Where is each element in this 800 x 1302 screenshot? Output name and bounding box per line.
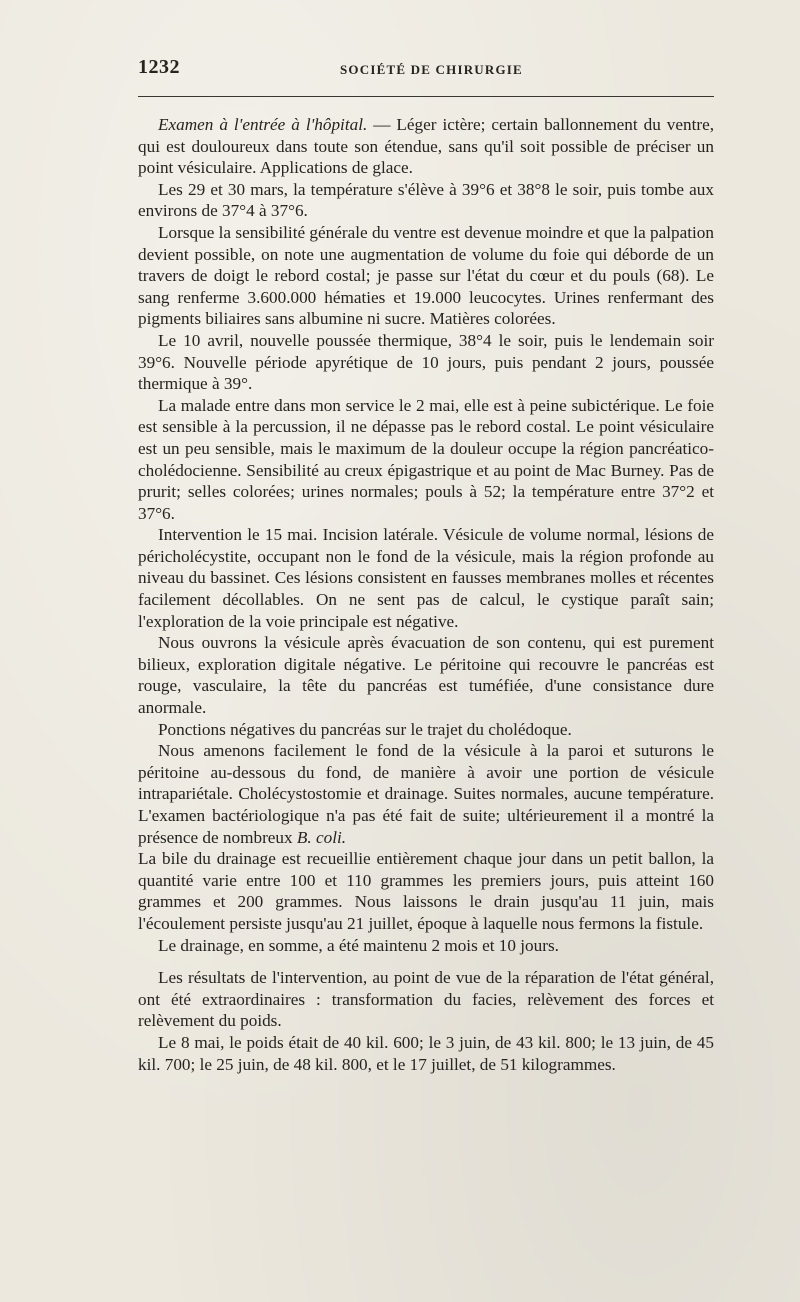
- paragraph: [138, 114, 714, 179]
- paragraph-italic-tail: B. coli.: [296, 827, 347, 847]
- paragraph-text: — Léger ictère; certain ballonnement du ventre, qui est douloureux dans toute son étendue, sans qu'il soit possible de préciser un point vésiculaire. Applications de glace.: [138, 115, 714, 178]
- paragraph: Ponctions négatives du pancréas sur le trajet du cholédoque.: [158, 719, 572, 739]
- paragraph: Nous ouvrons la vésicule après évacuation de son contenu, qui est purement bilieux, exploration digitale négative. Le péritoine qui recouvre le pancréas est rouge, vasculaire, la tête du pancréas est tuméfiée, d'une consistance dure anormale.: [138, 633, 714, 718]
- paragraph: La malade entre dans mon service le 2 mai, elle est à peine subictérique. Le foie est sensible à la percussion, il ne dépasse pas le rebord costal. Le point vésiculaire est un peu sensible, mais le maximum de la douleur occupe la région pancréatico-cholédocienne. Sensibilité au creux épigastrique et au point de Mac Burney. Pas de prurit; selles colorées; urines normales; pouls à 52; la température entre 37°2 et 37°6.: [138, 395, 714, 523]
- paragraph: Le 8 mai, le poids était de 40 kil. 600; le 3 juin, de 43 kil. 800; le 13 juin, de 45 kil. 700; le 25 juin, de 48 kil. 800, et le 17 juillet, de 51 kilogrammes.: [138, 1032, 714, 1074]
- body-text: [138, 114, 714, 1075]
- paragraph-italic-lead: Examen à l'entrée à l'hôpital.: [158, 115, 368, 134]
- paragraph-text: Nous amenons facilement le fond de la vésicule à la paroi et suturons le péritoine au-dessous du fond, de manière à avoir une portion de vésicule intrapariétale. Cholécystostomie et drainage. Suites normales, aucune température. L'examen bactériologique n'a pas été fait de suite; ultérieurement il a montré la présence de nombreux: [138, 741, 714, 847]
- paragraph: Les 29 et 30 mars, la température s'élève à 39°6 et 38°8 le soir, puis tombe aux environs de 37°4 à 37°6.: [138, 179, 714, 221]
- header-rule: [138, 96, 714, 97]
- paragraph: [138, 740, 714, 848]
- page-number: 1232: [138, 56, 180, 78]
- paragraph: Lorsque la sensibilité générale du ventre est devenue moindre et que la palpation devient possible, on note une augmentation de volume du foie qui déborde de un travers de doigt le rebord costal; je passe sur l'état du cœur et du pouls (68). Le sang renferme 3.600.000 hématies et 19.000 leucocytes. Urines renfermant des pigments biliaires sans albumine ni sucre. Matières colorées.: [138, 222, 714, 329]
- running-head: SOCIÉTÉ DE CHIRURGIE: [340, 62, 523, 77]
- paragraph: Intervention le 15 mai. Incision latérale. Vésicule de volume normal, lésions de péricholécystite, occupant non le fond de la vésicule, mais la région profonde au niveau du bassinet. Ces lésions consistent en fausses membranes molles et récentes facilement décollables. On ne sent pas de calcul, le cystique paraît sain; l'exploration de la voie principale est négative.: [138, 525, 714, 631]
- paragraph: Le 10 avril, nouvelle poussée thermique, 38°4 le soir, puis le lendemain soir 39°6. Nouvelle période apyrétique de 10 jours, puis pendant 2 jours, poussée thermique à 39°.: [138, 330, 714, 394]
- paragraph: Le drainage, en somme, a été maintenu 2 mois et 10 jours.: [158, 935, 559, 955]
- paragraph: La bile du drainage est recueillie entièrement chaque jour dans un petit ballon, la quantité varie entre 100 et 110 grammes les premiers jours, puis atteint 160 grammes et 200 grammes. Nous laissons le drain jusqu'au 11 juin, mais l'écoulement persiste jusqu'au 21 juillet, époque à laquelle nous fermons la fistule.: [138, 849, 714, 933]
- paragraph: Les résultats de l'intervention, au point de vue de la réparation de l'état général, ont été extraordinaires : transformation du facies, relèvement des forces et relèvement du poids.: [138, 968, 714, 1031]
